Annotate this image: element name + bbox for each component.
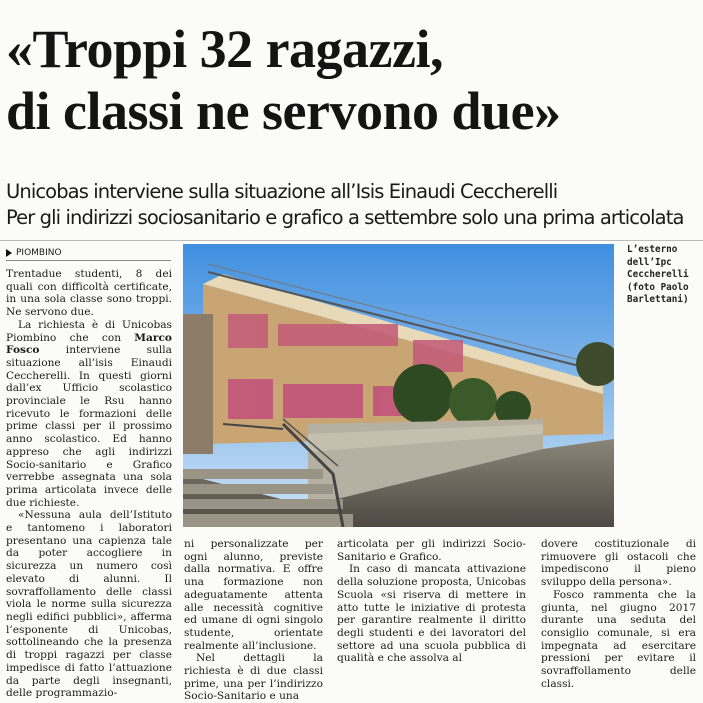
paragraph: dovere costituzionale di rimuovere gli ostacoli che impediscono il pieno sviluppo della persona». [541,538,696,589]
paragraph: articolata per gli indirizzi Socio-Sanitario e Grafico. [337,538,526,563]
headline-line-2: di classi ne servono due» [6,81,561,141]
paragraph: ni personalizzate per ogni alunno, previste dalla normativa. E offre una formazione non adeguatamente attenta alle necessità cognitive ed umane di ogni singolo studente, orientate realmente all’inclusione. [184,538,323,652]
paragraph: Nel dettagli la richiesta è di due classi prime, una per l’indirizzo Socio-Sanitario e una [184,652,323,703]
paragraph: La richiesta è di Unicobas Piombino che con Marco Fosco interviene sulla situazione all’isis Einaudi Ceccherelli. In questi giorni dall’ex Ufficio scolastico provinciale le Rsu hanno ricevuto le formazioni delle prime classi per il prossimo anno scolastico. Ed hanno appreso che agli indirizzi Socio-sanitario e Grafico verrebbe assegnata una sola prima articolata invece delle due richieste. [6,318,172,509]
photo-caption: L’esterno dell’Ipc Ceccherelli (foto Paolo Barlettani) [627,244,689,306]
headline-line-1: «Troppi 32 ragazzi, [6,19,443,79]
location-label: PIOMBINO [16,248,62,258]
location-tag [6,246,171,261]
arrow-right-icon [6,249,12,257]
article-column-4 [541,538,696,690]
divider-rule [0,240,703,241]
subheadline-2: Per gli indirizzi sociosanitario e grafico a settembre solo una prima articolata [6,206,684,229]
article-column-2 [184,538,323,703]
article-column-1 [6,268,172,700]
school-building-photo [183,244,614,527]
author-name: Marco Fosco [6,331,172,357]
paragraph: Fosco rammenta che la giunta, nel giugno 2017 durante una seduta del consiglio comunale, si era impegnata ad esercitare pressioni per evitare il sovraffollamento delle classi. [541,588,696,690]
paragraph: «Nessuna aula dell’Istituto e tantomeno i laboratori presentano una capienza tale da poter accogliere in sicurezza un numero così elevato di alunni. Il sovraffollamento delle classi viola le norme sulla sicurezza negli edifici pubblici», afferma l’esponente di Unicobas, sottolineando che la presenza di troppi ragazzi per classe impedisce di fatto l’attuazione da parte degli insegnanti, delle programmazio- [6,509,172,700]
article-headline [6,18,696,142]
article-column-3 [337,538,526,665]
paragraph: In caso di mancata attivazione della soluzione proposta, Unicobas Scuola «si riserva di mettere in atto tutte le iniziative di protesta per garantire realmente il diritto degli studenti e dei lavoratori del settore ad una scuola pubblica di qualità e che assolva al [337,563,526,665]
subheadline-1: Unicobas interviene sulla situazione all’Isis Einaudi Ceccherelli [6,180,558,203]
paragraph: Trentadue studenti, 8 dei quali con difficoltà certificate, in una sola classe sono troppi. Ne servono due. [6,268,172,319]
